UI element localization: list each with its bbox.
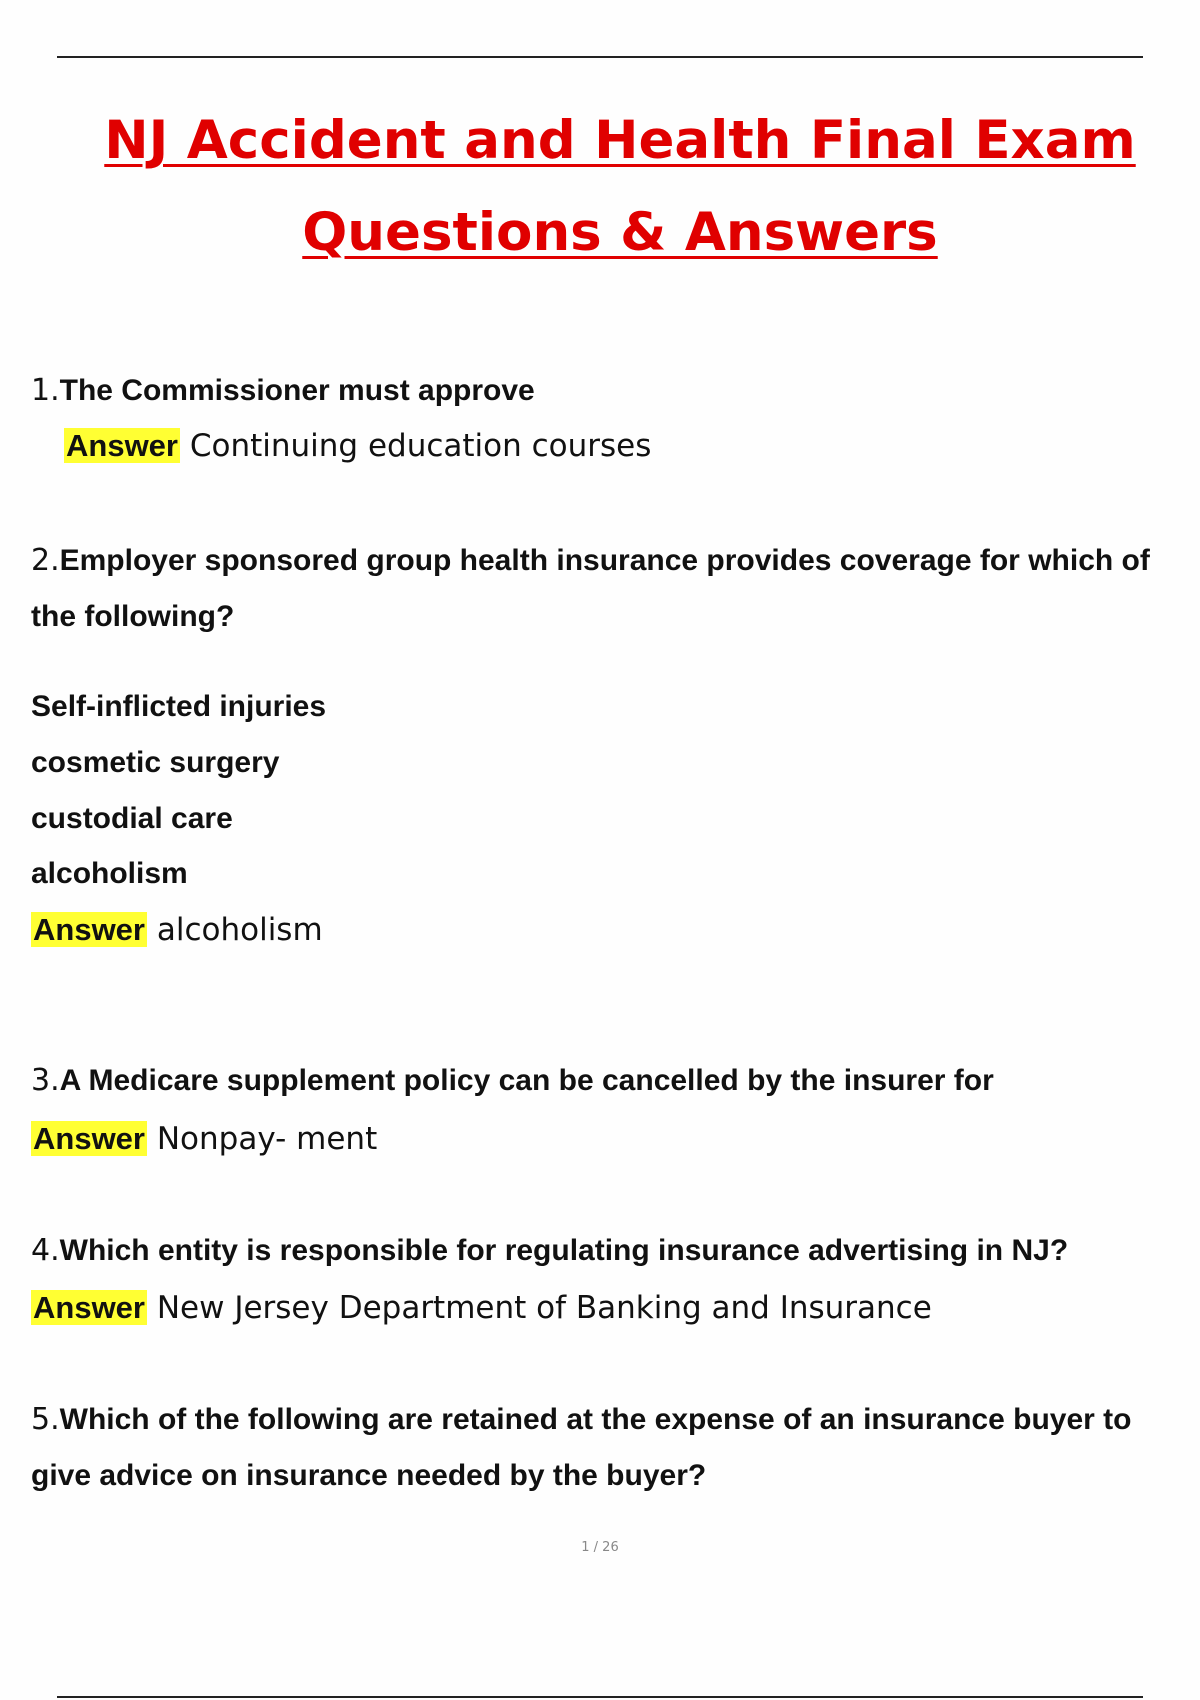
answer-text: Nonpay- ment (156, 1121, 378, 1157)
answer-label: Answer (66, 428, 178, 463)
page-title: NJ Accident and Health Final Exam (104, 110, 1136, 171)
question-number: 2. (31, 543, 60, 578)
question-number: 3. (31, 1063, 60, 1098)
option-item: Self-inflicted injuries (31, 690, 327, 723)
answer-3 (31, 1121, 377, 1157)
option-item: alcoholism (31, 857, 188, 890)
answer-label: Answer (33, 1121, 145, 1156)
bottom-rule (57, 1696, 1143, 1698)
question-text: Which entity is responsible for regulating insurance advertising in NJ? (59, 1234, 1069, 1267)
answer-text: Continuing education courses (189, 428, 652, 464)
question-4 (31, 1223, 1191, 1279)
top-rule (57, 56, 1143, 58)
question-number: 5. (31, 1402, 60, 1437)
question-5 (31, 1392, 1191, 1504)
answer-text: New Jersey Department of Banking and Insurance (156, 1290, 932, 1326)
question-text: A Medicare supplement policy can be cancelled by the insurer for (59, 1064, 994, 1097)
page-indicator: 1 / 26 (581, 1540, 619, 1555)
question-number: 4. (31, 1233, 60, 1268)
option-item: custodial care (31, 802, 233, 835)
question-text: The Commissioner must approve (59, 374, 535, 407)
answer-4 (31, 1290, 932, 1326)
answer-text: alcoholism (156, 912, 323, 948)
question-text: Employer sponsored group health insurance provides coverage for which of the following? (31, 544, 1150, 633)
question-text: Which of the following are retained at the expense of an insurance buyer to give advice on insurance needed by the buyer? (31, 1403, 1132, 1492)
question-1 (31, 363, 1191, 419)
answer-label: Answer (33, 1290, 145, 1325)
option-item: cosmetic surgery (31, 746, 280, 779)
answer-2 (31, 912, 323, 948)
question-3 (31, 1053, 1191, 1109)
question-2 (31, 533, 1191, 645)
answer-label: Answer (33, 912, 145, 947)
question-number: 1. (31, 373, 60, 408)
page-subtitle: Questions & Answers (302, 202, 938, 263)
answer-1 (64, 428, 651, 464)
